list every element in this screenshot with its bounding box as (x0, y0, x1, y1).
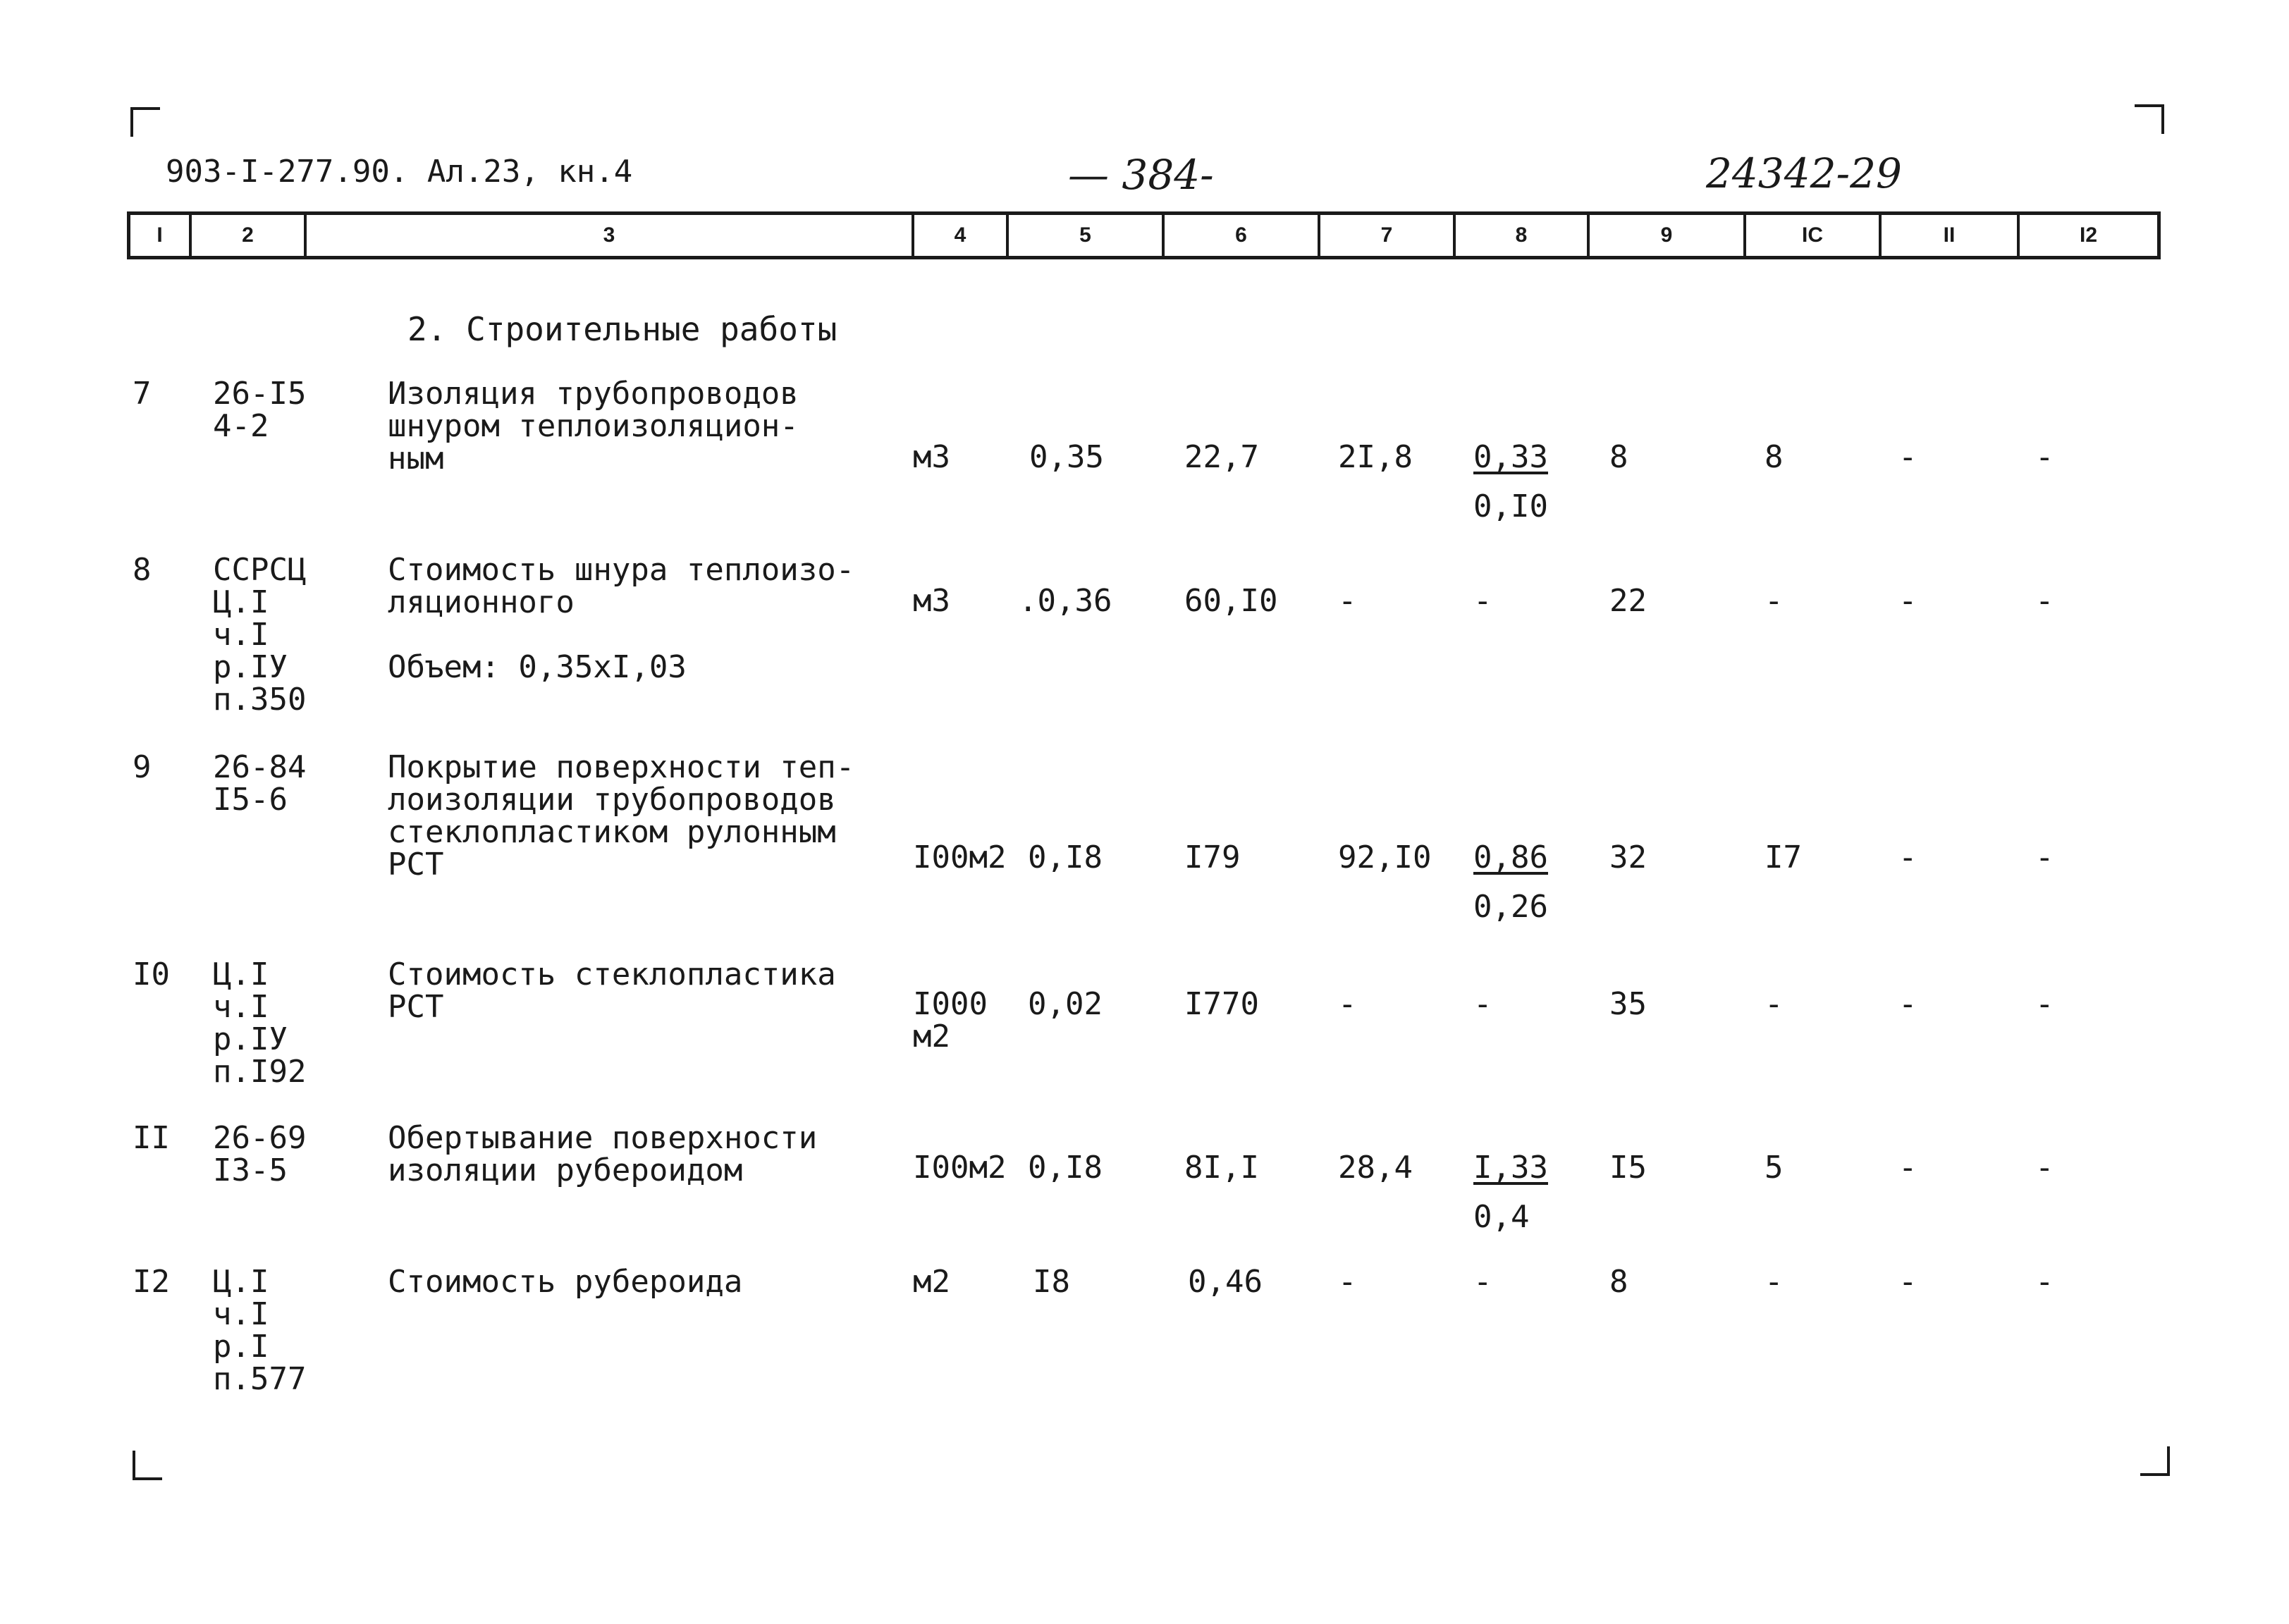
row-number: I2 (133, 1264, 170, 1300)
column-number-bar (127, 211, 2161, 259)
row-col11: - (1898, 583, 1917, 619)
row-col11: - (1898, 1264, 1917, 1300)
row-description: Покрытие поверхности теп- лоизоляции трубопроводов стеклопластиком рулонным РСТ (388, 749, 855, 882)
row-col11: - (1898, 1150, 1917, 1186)
row-code: 26-I5 4-2 (213, 376, 307, 444)
row-quantity: 0,35 (1029, 439, 1104, 475)
row-price: 60,I0 (1184, 583, 1278, 619)
row-col11: - (1898, 439, 1917, 475)
row-col12: - (2035, 1264, 2054, 1300)
row-number: 9 (133, 749, 152, 785)
col-header-3: 3 (307, 215, 914, 256)
row-price: I770 (1184, 986, 1259, 1022)
row-unit: м3 (913, 583, 950, 619)
col-header-10: IC (1746, 215, 1882, 256)
row-col8-bottom: 0,I0 (1473, 488, 1548, 524)
corner-mark-bottom-left (133, 1451, 162, 1480)
row-code: ССРСЦ Ц.I ч.I р.IУ п.350 (213, 552, 307, 718)
row-col12: - (2035, 1150, 2054, 1186)
row-col12: - (2035, 583, 2054, 619)
col-header-6: 6 (1165, 215, 1320, 256)
row-code: Ц.I ч.I р.I п.577 (213, 1264, 307, 1397)
row-col8-bottom: 0,26 (1473, 889, 1548, 925)
row-col10: - (1765, 986, 1784, 1022)
row-col10: 5 (1765, 1150, 1784, 1186)
col-header-1: I (130, 215, 192, 256)
row-note: Объем: 0,35хI,03 (388, 649, 687, 685)
row-number: II (133, 1120, 170, 1156)
row-col7: 28,4 (1338, 1150, 1413, 1186)
row-col7: 92,I0 (1338, 839, 1432, 875)
sheet-code: 24342-29 (1706, 149, 1902, 197)
row-col7: - (1338, 1264, 1357, 1300)
row-col8-top: - (1473, 583, 1492, 619)
row-unit: I00м2 (913, 839, 1007, 875)
row-col8-top: 0,33 (1473, 439, 1548, 475)
row-price: 8I,I (1184, 1150, 1259, 1186)
col-header-5: 5 (1009, 215, 1165, 256)
row-price: 0,46 (1188, 1264, 1263, 1300)
row-description: Стоимость стеклопластика РСТ (388, 956, 836, 1025)
row-quantity: .0,36 (1019, 583, 1112, 619)
row-col9: 8 (1609, 1264, 1628, 1300)
col-header-11: II (1882, 215, 2020, 256)
row-description: Изоляция трубопроводов шнуром теплоизоляцион- ным (388, 376, 799, 476)
row-col8-bottom: 0,4 (1473, 1199, 1530, 1235)
row-col8-top: - (1473, 1264, 1492, 1300)
row-quantity: 0,I8 (1028, 1150, 1103, 1186)
row-unit: м3 (913, 439, 950, 475)
row-col8-top: I,33 (1473, 1150, 1548, 1186)
row-col12: - (2035, 439, 2054, 475)
row-code: 26-69 I3-5 (213, 1120, 307, 1188)
col-header-2: 2 (192, 215, 307, 256)
row-col11: - (1898, 986, 1917, 1022)
row-col9: 22 (1609, 583, 1647, 619)
row-col7: - (1338, 986, 1357, 1022)
row-quantity: I8 (1033, 1264, 1070, 1300)
row-code: Ц.I ч.I р.IУ п.I92 (213, 956, 307, 1090)
row-number: 8 (133, 552, 152, 588)
page-number: — 384- (1068, 151, 1214, 199)
row-description: Стоимость шнура теплоизо- ляционного (388, 552, 855, 620)
row-unit: I000 м2 (913, 986, 988, 1054)
row-price: 22,7 (1184, 439, 1259, 475)
row-col10: I7 (1765, 839, 1802, 875)
row-col10: 8 (1765, 439, 1784, 475)
row-code: 26-84 I5-6 (213, 749, 307, 818)
col-header-8: 8 (1456, 215, 1590, 256)
row-col9: 8 (1609, 439, 1628, 475)
section-title: 2. Строительные работы (407, 310, 837, 348)
row-col9: 35 (1609, 986, 1647, 1022)
row-col7: - (1338, 583, 1357, 619)
row-unit: I00м2 (913, 1150, 1007, 1186)
col-header-7: 7 (1320, 215, 1456, 256)
row-col9: I5 (1609, 1150, 1647, 1186)
row-col12: - (2035, 986, 2054, 1022)
row-col8-top: - (1473, 986, 1492, 1022)
row-description: Обертывание поверхности изоляции рубероидом (388, 1120, 818, 1188)
row-col11: - (1898, 839, 1917, 875)
row-number: I0 (133, 956, 170, 992)
row-quantity: 0,I8 (1028, 839, 1103, 875)
row-col10: - (1765, 583, 1784, 619)
row-col12: - (2035, 839, 2054, 875)
row-number: 7 (133, 376, 152, 412)
row-col7: 2I,8 (1338, 439, 1413, 475)
corner-mark-bottom-right (2140, 1446, 2170, 1476)
row-unit: м2 (913, 1264, 950, 1300)
corner-mark-top-left (130, 107, 160, 137)
row-col9: 32 (1609, 839, 1647, 875)
col-header-4: 4 (914, 215, 1009, 256)
row-col10: - (1765, 1264, 1784, 1300)
doc-code: 903-I-277.90. Ал.23, кн.4 (166, 154, 633, 190)
row-price: I79 (1184, 839, 1241, 875)
col-header-9: 9 (1590, 215, 1746, 256)
col-header-12: I2 (2079, 223, 2098, 247)
row-quantity: 0,02 (1028, 986, 1103, 1022)
row-description: Стоимость рубероида (388, 1264, 743, 1300)
row-col8-top: 0,86 (1473, 839, 1548, 875)
corner-mark-top-right (2135, 104, 2164, 134)
